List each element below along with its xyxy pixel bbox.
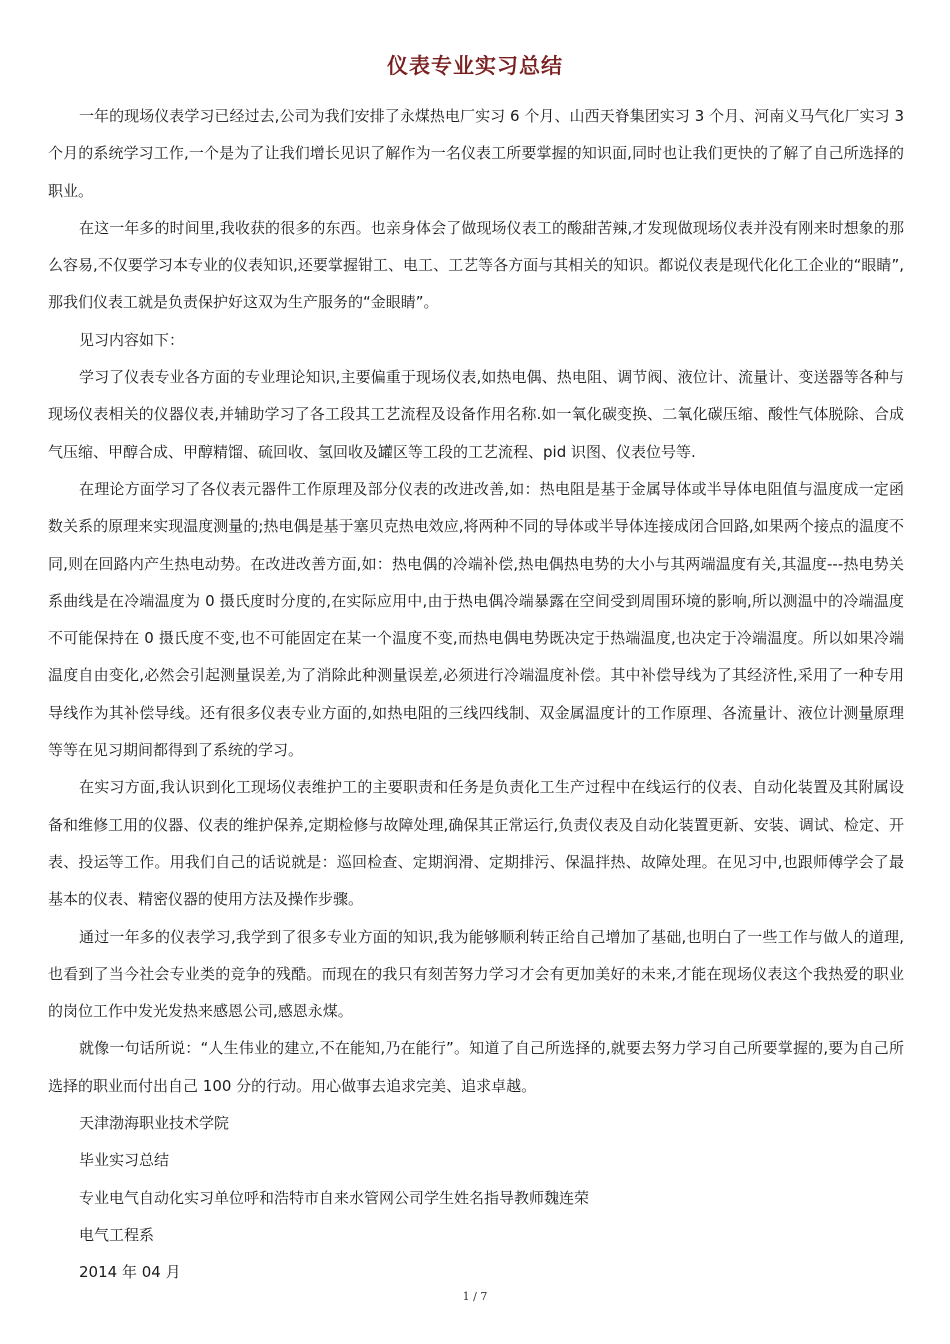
signature-details: 专业电气自动化实习单位呼和浩特市自来水管网公司学生姓名指导教师魏连荣 (79, 1188, 590, 1207)
signature-department: 电气工程系 (79, 1225, 155, 1244)
paragraph-content-heading: 见习内容如下： (79, 330, 185, 349)
paragraph-reflection: 通过一年多的仪表学习,我学到了很多专业方面的知识,我为能够顺利转正给自己增加了基础,也明白了一些工作与做人的道理,也看到了当今社会专业类的竞争的残酷。而现在的我只有刻苦努力学习才会有更加美好的未来,才能在现场仪表这个我热爱的职业的岗位工作中发光发热来感恩公司,感恩永煤。 (48, 927, 904, 1021)
paragraph-closing-quote: 就像一句话所说：“人生伟业的建立,不在能知,乃在能行”。知道了自己所选择的,就要去努力学习自己所要掌握的,要为自己所选择的职业而付出自己 100 分的行动。用心做事去追求完美、追求卓越。 (48, 1039, 904, 1095)
paragraph-practice: 在实习方面,我认识到化工现场仪表维护工的主要职责和任务是负责化工生产过程中在线运行的仪表、自动化装置及其附属设备和维修工用的仪器、仪表的维护保养,定期检修与故障处理,确保其正常运行,负责仪表及自动化装置更新、安装、调试、检定、开表、投运等工作。用我们自己的话说就是：巡回检查、定期润滑、定期排污、保温拌热、故障处理。在见习中,也跟师傅学会了最基本的仪表、精密仪器的使用方法及操作步骤。 (48, 778, 904, 909)
signature-report-type: 毕业实习总结 (79, 1151, 170, 1170)
signature-date: 2014 年 04 月 (79, 1263, 181, 1282)
page-number: 1 / 7 (462, 1290, 488, 1303)
paragraph-intro: 一年的现场仪表学习已经过去,公司为我们安排了永煤热电厂实习 6 个月、山西天脊集团实习 3 个月、河南义马气化厂实习 3 个月的系统学习工作,一个是为了让我们增长见识了解作为一名仪表工所要掌握的知识面,同时也让我们更快的了解了自己所选择的职业。 (48, 107, 904, 200)
document-body (48, 98, 904, 1292)
paragraph-theory-study: 学习了仪表专业各方面的专业理论知识,主要偏重于现场仪表,如热电偶、热电阻、调节阀、液位计、流量计、变送器等各种与现场仪表相关的仪器仪表,并辅助学习了各工段其工艺流程及设备作用名称.如一氧化碳变换、二氧化碳压缩、酸性气体脱除、合成气压缩、甲醇合成、甲醇精馏、硫回收、氢回收及罐区等工段的工艺流程、pid 识图、仪表位号等. (48, 368, 904, 461)
document-title: 仪表专业实习总结 (387, 54, 563, 78)
paragraph-experience: 在这一年多的时间里,我收获的很多的东西。也亲身体会了做现场仪表工的酸甜苦辣,才发现做现场仪表并没有刚来时想象的那么容易,不仅要学习本专业的仪表知识,还要掌握钳工、电工、工艺等各方面与其相关的知识。都说仪表是现代化化工企业的“眼睛”,那我们仪表工就是负责保护好这双为生产服务的“金眼睛”。 (48, 218, 904, 312)
signature-school: 天津渤海职业技术学院 (79, 1114, 230, 1133)
paragraph-theory-principles: 在理论方面学习了各仪表元器件工作原理及部分仪表的改进改善,如：热电阻是基于金属导体或半导体电阻值与温度成一定函数关系的原理来实现温度测量的;热电偶是基于塞贝克热电效应,将两种不同的导体或半导体连接成闭合回路,如果两个接点的温度不同,则在回路内产生热电动势。在改进改善方面,如：热电偶的冷端补偿,热电偶热电势的大小与其两端温度有关,其温度---热电势关系曲线是在冷端温度为 0 摄氏度时分度的,在实际应用中,由于热电偶冷端暴露在空间受到周围环境的影响,所以测温中的冷端温度不可能保持在 0 摄氏度不变,也不可能固定在某一个温度不变,而热电偶电势既决定于热端温度,也决定于冷端温度。所以如果冷端温度自由变化,必然会引起测量误差,为了消除此种测量误差,必须进行冷端温度补偿。其中补偿导线为了其经济性,采用了一种专用导线作为其补偿导线。还有很多仪表专业方面的,如热电阻的三线四线制、双金属温度计的工作原理、各流量计、液位计测量原理等等在见习期间都得到了系统的学习。 (48, 479, 904, 760)
